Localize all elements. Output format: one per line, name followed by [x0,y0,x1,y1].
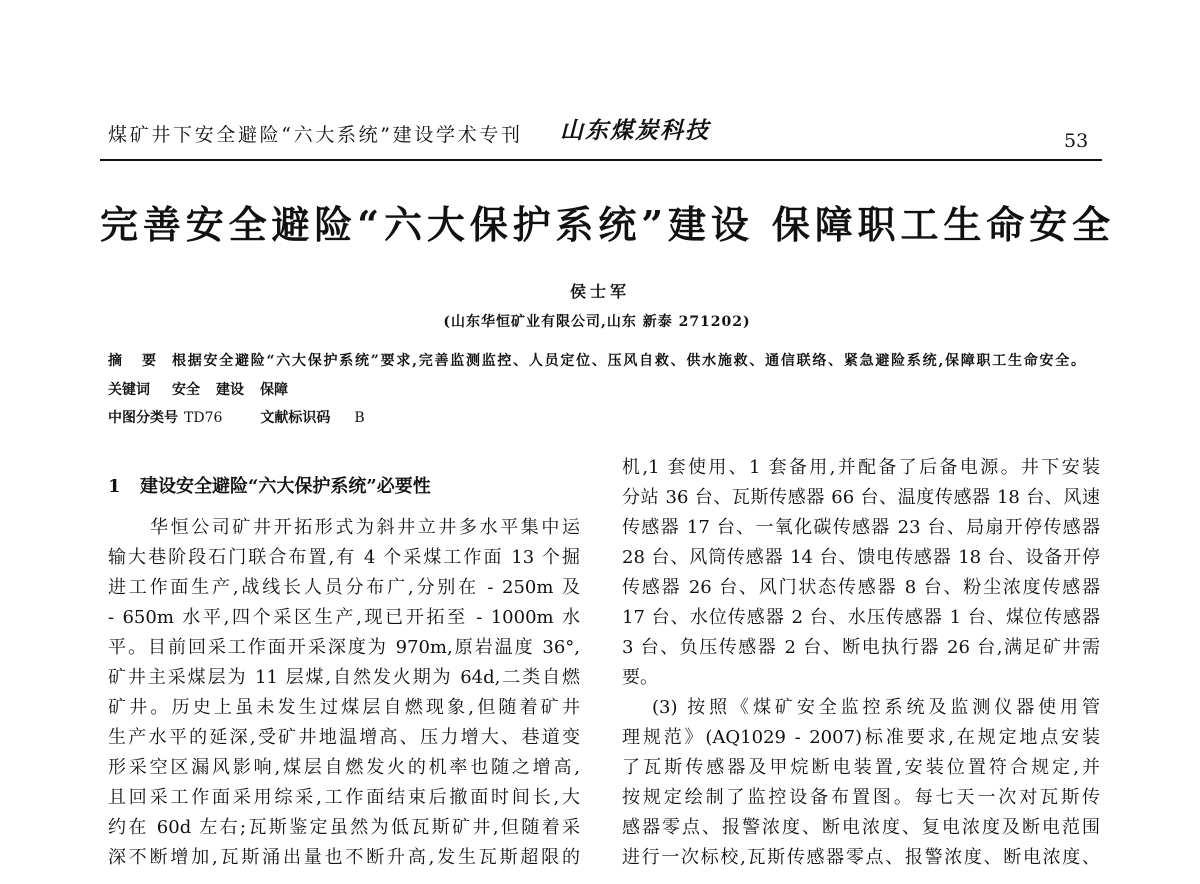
section-heading [108,472,580,502]
author-affiliation: (山东华恒矿业有限公司,山东 新泰 271202) [443,314,751,330]
keywords [108,379,304,401]
paragraph [622,453,1100,693]
running-header-title: 煤矿井下安全避险“六大系统”建设学术专刊 [108,124,520,146]
text-line: (3) 按照《煤矿安全监控系统及监测仪器使用管 [652,697,1100,718]
page-number: 53 [1064,130,1089,152]
classification-info [108,407,365,429]
text-line: 理规范》(AQ1029 - 2007)标准要求,在规定地点安装 [622,727,1100,748]
keyword-item: 建设 [216,382,244,398]
document-code-label: 文献标识码 [260,410,331,426]
text-line: 进工作面生产,战线长人员分布广,分别在 - 250m 及 [108,577,580,598]
text-line: 传感器 26 台、风门状态传感器 8 台、粉尘浓度传感器 [622,577,1100,598]
text-line: 17 台、水位传感器 2 台、水压传感器 1 台、煤位传感器 [622,607,1100,628]
section-number: 1 [108,476,121,497]
abstract-label: 摘 要 [108,353,159,369]
article-author: 侯士军 [569,282,630,301]
text-line: 形采空区漏风影响,煤层自燃发火的机率也随之增高, [108,757,580,778]
text-line: 分站 36 台、瓦斯传感器 66 台、温度传感器 18 台、风速 [622,487,1100,508]
document-code-value: B [354,410,365,426]
text-line: 深不断增加,瓦斯涌出量也不断升高,发生瓦斯超限的 [108,847,580,868]
left-column [108,472,580,873]
text-line: 了瓦斯传感器及甲烷断电装置,安装位置符合规定,并 [622,757,1100,778]
clc-value: TD76 [184,410,223,426]
article-title: 完善安全避险“六大保护系统”建设 保障职工生命安全 [100,202,1110,247]
right-column [622,453,1100,873]
clc-label: 中图分类号 [108,410,178,426]
paragraph [622,693,1100,873]
text-line: 机,1 套使用、1 套备用,并配备了后备电源。井下安装 [622,457,1100,478]
text-line: 华恒公司矿井开拓形式为斜井立井多水平集中运 [150,517,580,538]
keyword-item: 安全 [172,382,200,398]
text-line: 平。目前回采工作面开采深度为 970m,原岩温度 36°, [108,637,580,658]
keyword-item: 保障 [260,382,288,398]
text-line: 且回采工作面采用综采,工作面结束后撤面时间长,大 [108,787,580,808]
text-line: 矿井。历史上虽未发生过煤层自燃现象,但随着矿井 [108,697,580,718]
text-line: - 650m 水平,四个采区生产,现已开拓至 - 1000m 水 [108,607,580,628]
paragraph [108,513,580,873]
text-line: 矿井主采煤层为 11 层煤,自然发火期为 64d,二类自燃 [108,667,580,688]
text-line: 约在 60d 左右;瓦斯鉴定虽然为低瓦斯矿井,但随着采 [108,817,580,838]
text-line: 传感器 17 台、一氧化碳传感器 23 台、局扇开停传感器 [622,517,1100,538]
text-line: 输大巷阶段石门联合布置,有 4 个采煤工作面 13 个掘 [108,547,580,568]
keywords-label: 关键词 [108,382,150,398]
header-rule [100,159,1102,161]
text-line: 感器零点、报警浓度、断电浓度、复电浓度及断电范围 [622,817,1100,838]
text-line: 进行一次标校,瓦斯传感器零点、报警浓度、断电浓度、 [622,847,1100,868]
journal-logo: 山东煤炭科技 [560,117,710,144]
text-line: 28 台、风筒传感器 14 台、馈电传感器 18 台、设备开停 [622,547,1100,568]
abstract [108,350,1085,372]
text-line: 要。 [622,667,658,688]
text-line: 生产水平的延深,受矿井地温增高、压力增大、巷道变 [108,727,580,748]
text-line: 3 台、负压传感器 2 台、断电执行器 26 台,满足矿井需 [622,637,1100,658]
section-title: 建设安全避险“六大保护系统”必要性 [140,476,431,497]
abstract-text: 根据安全避险“六大保护系统”要求,完善监测监控、人员定位、压风自救、供水施救、通信联络、紧急避险系统,保障职工生命安全。 [172,353,1085,369]
text-line: 按规定绘制了监控设备布置图。每七天一次对瓦斯传 [622,787,1100,808]
